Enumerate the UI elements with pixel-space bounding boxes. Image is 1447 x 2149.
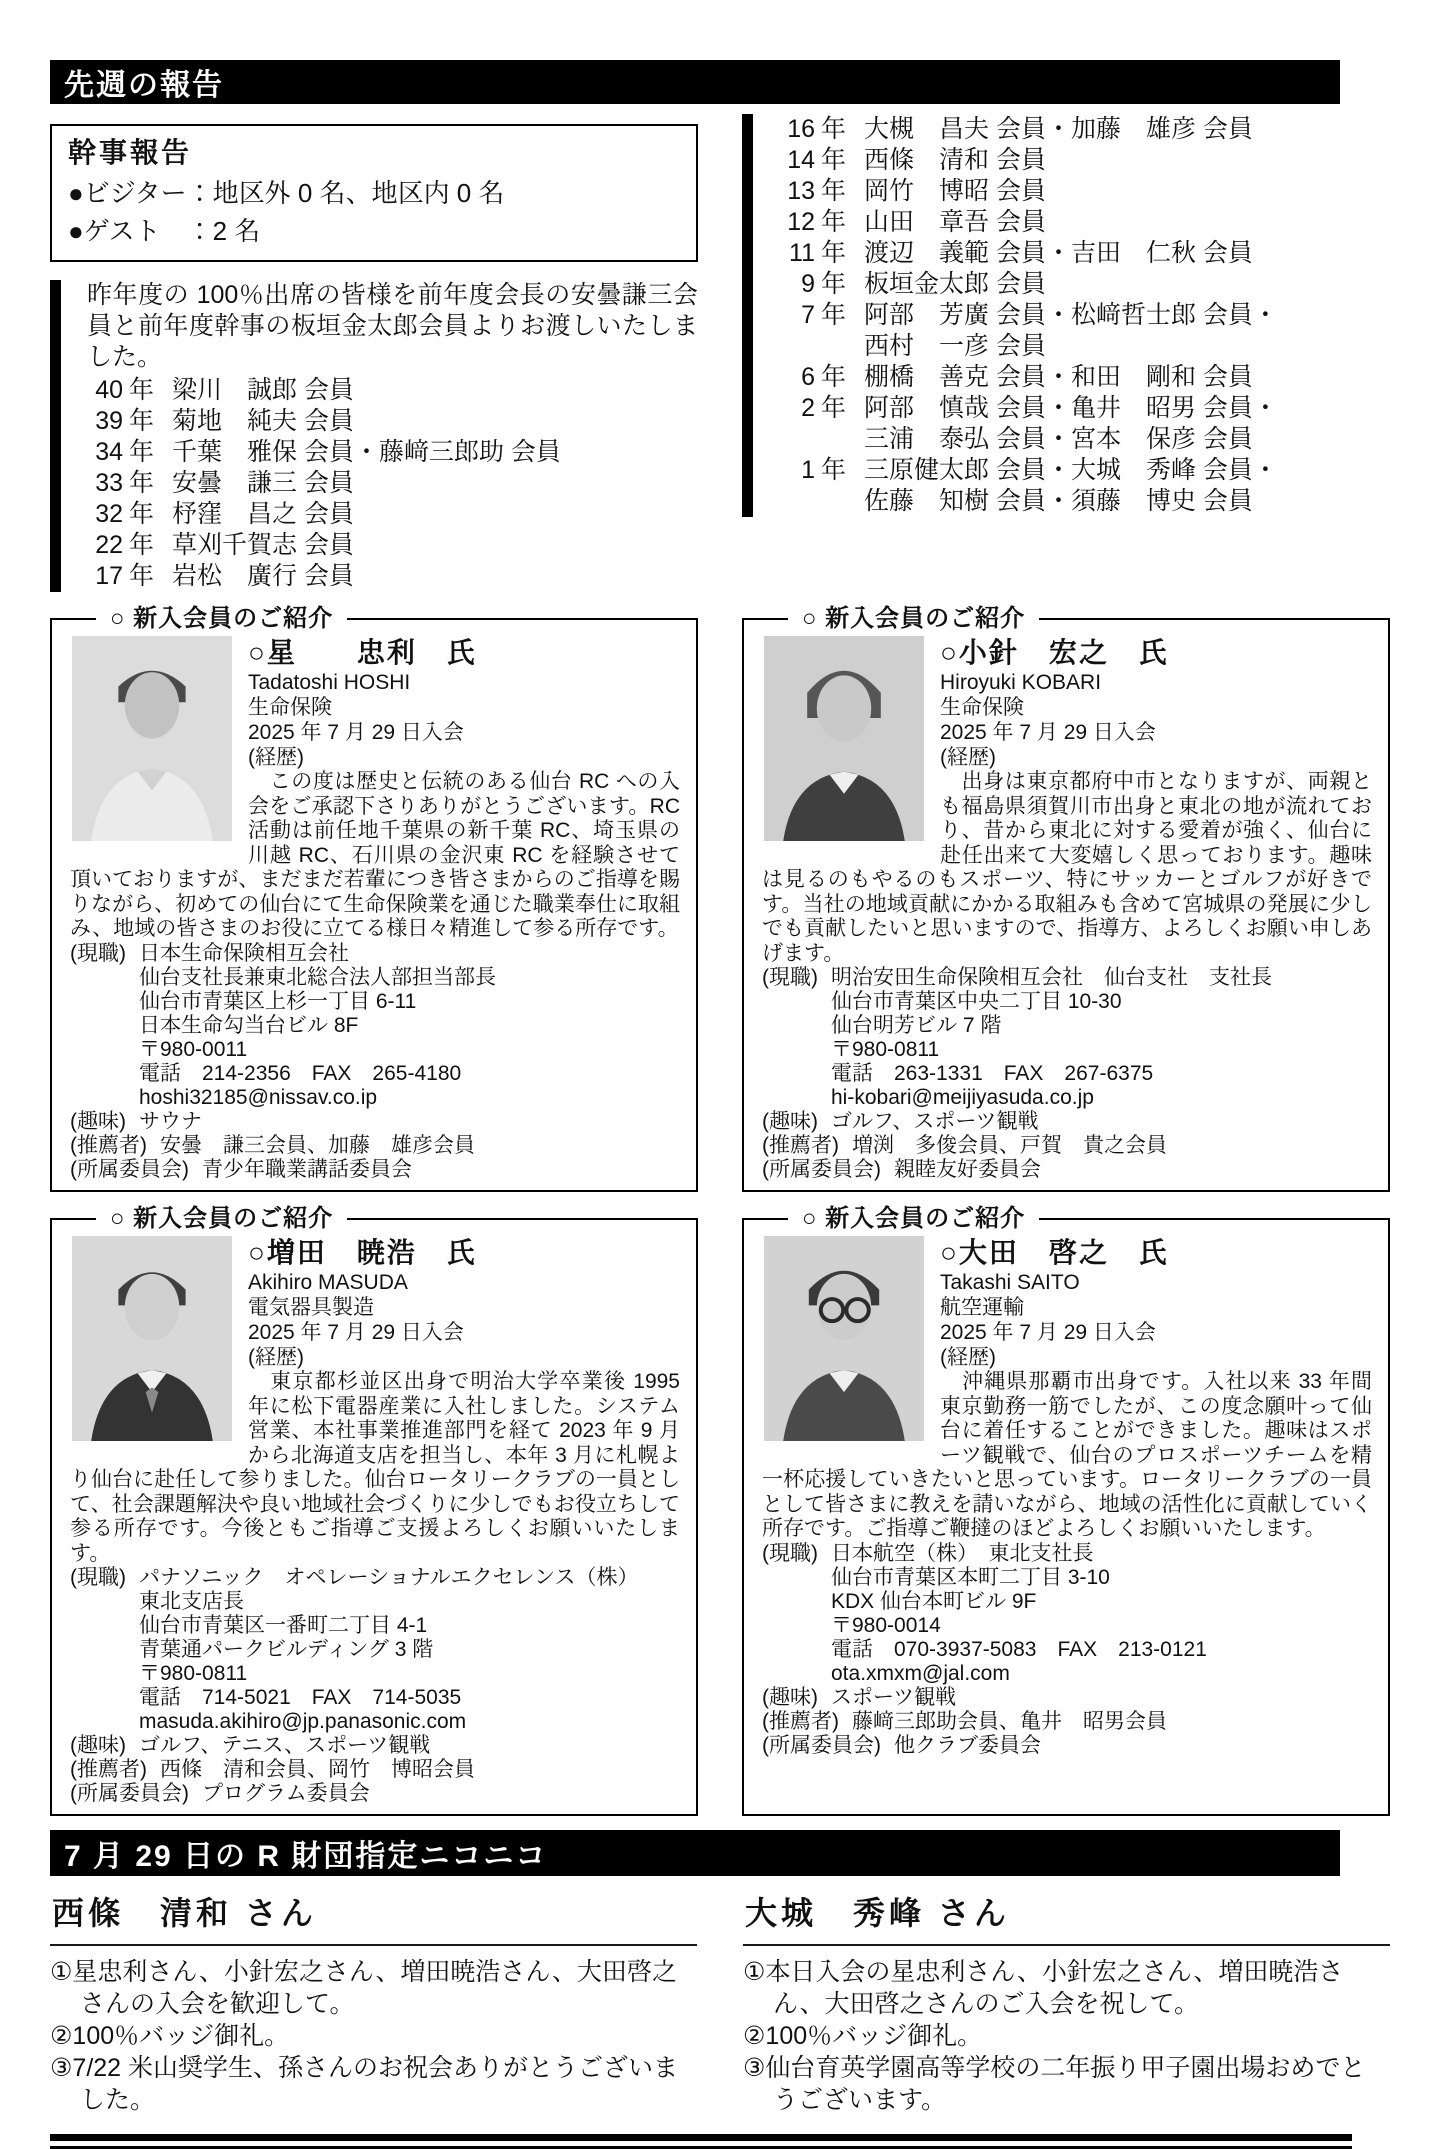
right-top-cell <box>742 114 1390 592</box>
attendance-row <box>779 300 1390 362</box>
current-position-block <box>70 942 680 1110</box>
service-years: 14 <box>787 146 815 174</box>
hobby-row <box>762 1686 1372 1710</box>
hobby-label: (趣味) <box>70 1734 126 1757</box>
year-unit: 年 <box>129 500 155 528</box>
job-label: (現職) <box>70 1566 126 1589</box>
committee-row <box>70 1158 680 1182</box>
year-unit: 年 <box>821 394 847 422</box>
hobby-label: (趣味) <box>762 1685 818 1709</box>
member-names: 岩松 廣行 会員 <box>172 562 354 590</box>
job-line: 電話 263-1331 FAX 267-6375 <box>831 1062 1154 1085</box>
attendance-row <box>87 375 698 406</box>
donation-message: ③仙台育英学園高等学校の二年振り甲子園出場おめでとうございます。 <box>743 2054 1366 2114</box>
year-unit: 年 <box>821 301 847 329</box>
current-position-block <box>762 966 1372 1110</box>
member-names: 草刈千賀志 会員 <box>172 531 354 559</box>
hobby-row <box>70 1734 680 1758</box>
attendance-row <box>87 561 698 592</box>
job-line email-line: ota.xmxm@jal.com <box>831 1661 1010 1685</box>
member-bio: この度は歴史と伝統のある仙台 RC への入会をご承認下さりありがとうございます。RC 活動は前任地千葉県の新千葉 RC、埼玉県の川越 RC、石川県の金沢東 RC を経験させて頂いておりますが、まだまだ若輩につき皆さまからのご指導を賜りながら、初めての仙台にて生命保険業を通じた職業奉仕に取組み、地域の皆さまのお役に立てる様日々精進して参る所存です。 <box>70 770 680 940</box>
visitor-count-line: ●ビジター：地区外 0 名、地区内 0 名 <box>68 178 505 208</box>
job-line: 仙台市青葉区上杉一丁目 6-11 <box>139 989 417 1013</box>
recommender-value: 西條 清和会員、岡竹 博昭会員 <box>160 1758 475 1781</box>
service-years: 12 <box>787 208 815 236</box>
donation-messages <box>743 1956 1390 2116</box>
member-names: 板垣金太郎 会員 <box>864 270 1046 298</box>
hobby-row <box>762 1110 1372 1134</box>
member-romaji: Takashi SAITO <box>940 1271 1080 1294</box>
member-names: 阿部 慎哉 会員・亀井 昭男 会員・ <box>864 394 1278 422</box>
member-classification: 航空運輸 <box>940 1296 1024 1319</box>
committee-label: (所属委員会) <box>762 1733 881 1757</box>
donation-message: ③7/22 米山奨学生、孫さんのお祝会ありがとうございました。 <box>50 2054 679 2114</box>
recommender-value: 増渕 多俊会員、戸賀 貴之会員 <box>852 1134 1167 1157</box>
job-line: 仙台明芳ビル 7 階 <box>831 1014 1002 1037</box>
year-unit: 年 <box>129 531 155 559</box>
job-line: 電話 214-2356 FAX 265-4180 <box>139 1061 462 1085</box>
section-header-last-week-report <box>50 60 1340 104</box>
member-names: 阿部 芳廣 会員・松﨑哲士郎 会員・ <box>864 301 1278 329</box>
recommender-row <box>762 1710 1372 1734</box>
career-label: (経歴) <box>248 1346 304 1369</box>
career-label: (経歴) <box>248 746 304 769</box>
member-name: ○増田 暁浩 氏 <box>248 1237 477 1268</box>
main-columns <box>50 114 1390 1816</box>
year-unit: 年 <box>821 208 847 236</box>
job-line email-line: masuda.akihiro@jp.panasonic.com <box>139 1710 467 1733</box>
job-label: (現職) <box>70 941 126 965</box>
new-member-box-hoshi <box>50 605 698 1192</box>
secretary-report-title: 幹事報告 <box>68 137 193 168</box>
job-line email-line: hoshi32185@nissav.co.ip <box>139 1085 378 1109</box>
service-years: 1 <box>801 456 815 484</box>
new-member-box-ota <box>742 1205 1390 1816</box>
member-bio: 沖縄県那覇市出身です。入社以来 33 年間東京勤務一筋でしたが、この度念願叶って仙台に着任することができました。趣味はスポーツ観戦で、仙台のプロスポーツチームを精一杯応援していきたいと思っています。ロータリークラブの一員として皆さまに教えを請いながら、地域の活性化に貢献していく所存です。ご指導ご鞭撻のほどよろしくお願いいたします。 <box>762 1370 1372 1540</box>
recommender-row <box>70 1134 680 1158</box>
attendance-row <box>87 530 698 561</box>
member-names: 三原健太郎 会員・大城 秀峰 会員・ <box>864 456 1278 484</box>
member-names: 大槻 昌夫 会員・加藤 雄彦 会員 <box>864 115 1253 143</box>
member-bio: 東京都杉並区出身で明治大学卒業後 1995 年に松下電器産業に入社しました。システム営業、本社事業推進部門を経て 2023 年 9 月から北海道支店を担当し、本年 3 月に札幌より仙台に赴任して参りました。仙台ロータリークラブの一員として、社会課題解決や良い地域社会づくりに少しでもお役立ちして参る所存です。今後ともご指導ご支援よろしくお願いいたします。 <box>70 1370 680 1565</box>
donation-message: ①本日入会の星忠利さん、小針宏之さん、増田暁浩さん、大田啓之さんのご入会を祝して。 <box>743 1958 1344 2018</box>
committee-value: プログラム委員会 <box>202 1782 370 1805</box>
year-unit: 年 <box>821 363 847 391</box>
committee-label: (所属委員会) <box>70 1157 189 1181</box>
hobby-label: (趣味) <box>762 1110 818 1133</box>
job-line: 東北支店長 <box>139 1590 244 1613</box>
service-years: 34 <box>95 438 123 466</box>
job-label: (現職) <box>762 966 818 989</box>
section-header-niconico <box>50 1830 1340 1876</box>
attendance-row <box>779 455 1390 517</box>
donor-name: 西條 清和 さん <box>50 1884 697 1946</box>
attendance-row <box>779 114 1390 145</box>
service-years: 6 <box>801 363 815 391</box>
service-years: 40 <box>95 376 123 404</box>
service-years: 9 <box>801 270 815 298</box>
attendance-award-note: 昨年度の 100％出席の皆様を前年度会長の安曇謙三会員と前年度幹事の板垣金太郎会員よりお渡しいたしました。 <box>87 281 698 371</box>
member-classification: 生命保険 <box>940 696 1024 719</box>
attendance-row <box>87 437 698 468</box>
member-names: 岡竹 博昭 会員 <box>864 177 1046 205</box>
new-member-box-kobari <box>742 605 1390 1192</box>
member-portrait <box>72 1236 232 1441</box>
section-title: 先週の報告 <box>64 69 224 102</box>
recommender-row <box>70 1758 680 1782</box>
service-years: 16 <box>787 115 815 143</box>
current-position-block <box>70 1566 680 1734</box>
job-line: 〒980-0811 <box>139 1662 248 1685</box>
attendance-row <box>779 393 1390 455</box>
new-member-box-heading: ○ 新入会員のご紹介 <box>96 605 347 633</box>
year-unit: 年 <box>821 115 847 143</box>
member-name: ○星 忠利 氏 <box>248 637 477 668</box>
attendance-row <box>779 145 1390 176</box>
hobby-value: スポーツ観戦 <box>831 1685 957 1709</box>
recommender-value: 安曇 謙三会員、加藤 雄彦会員 <box>160 1133 475 1157</box>
member-join-date: 2025 年 7 月 29 日入会 <box>940 721 1156 744</box>
hobby-value: サウナ <box>139 1109 202 1133</box>
service-years: 22 <box>95 531 123 559</box>
committee-label: (所属委員会) <box>762 1158 881 1181</box>
donor-name: 大城 秀峰 さん <box>743 1884 1390 1946</box>
service-years: 7 <box>801 301 815 329</box>
job-line: 仙台市青葉区一番町二丁目 4-1 <box>139 1614 428 1637</box>
job-line: 仙台市青葉区本町二丁目 3-10 <box>831 1565 1110 1589</box>
attendance-award-block-left <box>50 280 698 592</box>
committee-row <box>70 1782 680 1806</box>
attendance-row <box>779 362 1390 393</box>
member-portrait <box>764 636 924 841</box>
recommender-label: (推薦者) <box>762 1709 839 1733</box>
job-line: 青葉通パークビルディング 3 階 <box>139 1638 434 1661</box>
year-unit: 年 <box>821 239 847 267</box>
career-label: (経歴) <box>940 746 996 769</box>
member-name: ○小針 宏之 氏 <box>940 637 1169 668</box>
recommender-row <box>762 1134 1372 1158</box>
career-label: (経歴) <box>940 1346 996 1369</box>
job-line: 日本航空（株） 東北支社長 <box>831 1541 1094 1565</box>
donation-message: ②100％バッジ御礼。 <box>743 2022 983 2050</box>
member-classification: 電気器具製造 <box>248 1296 374 1319</box>
donation-message: ①星忠利さん、小針宏之さん、増田暁浩さん、大田啓之さんの入会を歓迎して。 <box>50 1958 677 2018</box>
attendance-row <box>87 499 698 530</box>
member-romaji: Hiroyuki KOBARI <box>940 671 1102 694</box>
new-member-box-heading: ○ 新入会員のご紹介 <box>788 605 1039 633</box>
member-romaji: Tadatoshi HOSHI <box>248 671 411 694</box>
year-unit: 年 <box>129 438 155 466</box>
recommender-label: (推薦者) <box>762 1134 839 1157</box>
hobby-value: ゴルフ、テニス、スポーツ観戦 <box>139 1734 431 1757</box>
service-years: 13 <box>787 177 815 205</box>
service-years: 33 <box>95 469 123 497</box>
year-unit: 年 <box>821 146 847 174</box>
job-line: 電話 070-3937-5083 FAX 213-0121 <box>831 1637 1207 1661</box>
member-names: 渡辺 義範 会員・吉田 仁秋 会員 <box>864 239 1253 267</box>
year-unit: 年 <box>821 270 847 298</box>
year-unit: 年 <box>129 376 155 404</box>
job-line: 〒980-0811 <box>831 1038 940 1061</box>
member-names: 山田 章吾 会員 <box>864 208 1046 236</box>
committee-value: 青少年職業講話委員会 <box>202 1157 412 1181</box>
job-line: 仙台市青葉区中央二丁目 10-30 <box>831 990 1122 1013</box>
year-unit: 年 <box>129 407 155 435</box>
attendance-row <box>779 238 1390 269</box>
attendance-row <box>779 269 1390 300</box>
recommender-label: (推薦者) <box>70 1133 147 1157</box>
service-years: 39 <box>95 407 123 435</box>
attendance-row <box>87 468 698 499</box>
member-portrait <box>72 636 232 841</box>
attendance-row <box>779 176 1390 207</box>
committee-label: (所属委員会) <box>70 1782 189 1805</box>
job-line: 明治安田生命保険相互会社 仙台支社 支社長 <box>831 966 1272 989</box>
hobby-row <box>70 1110 680 1134</box>
member-names: 千葉 雅保 会員・藤﨑三郎助 会員 <box>172 438 561 466</box>
donation-messages <box>50 1956 697 2116</box>
bottom-double-rule <box>50 2134 1352 2149</box>
new-member-box-masuda <box>50 1205 698 1816</box>
member-romaji: Akihiro MASUDA <box>248 1271 408 1294</box>
niconico-entry-saijo <box>50 1884 697 2116</box>
year-unit: 年 <box>821 177 847 205</box>
job-line: 仙台支社長兼東北総合法人部担当部長 <box>139 965 496 989</box>
left-top-cell <box>50 114 698 592</box>
committee-value: 親睦友好委員会 <box>894 1158 1041 1181</box>
hobby-label: (趣味) <box>70 1109 126 1133</box>
member-join-date: 2025 年 7 月 29 日入会 <box>248 721 464 744</box>
member-bio: 出身は東京都府中市となりますが、両親とも福島県須賀川市出身と東北の地が流れており、昔から東北に対する愛着が強く、仙台に赴任出来て大変嬉しく思っております。趣味は見るのもやるのもスポーツ、特にサッカーとゴルフが好きです。当社の地域貢献にかかる取組みも含めて宮城県の発展に少しでも貢献したいと思いますので、指導方、よろしくお願い申しあげます。 <box>762 770 1372 965</box>
year-unit: 年 <box>821 456 847 484</box>
recommender-value: 藤﨑三郎助会員、亀井 昭男会員 <box>852 1709 1167 1733</box>
niconico-columns <box>50 1884 1390 2116</box>
job-line: パナソニック オペレーショナルエクセレンス（株） <box>139 1566 639 1589</box>
recommender-label: (推薦者) <box>70 1758 147 1781</box>
member-names: 梁川 誠郎 会員 <box>172 376 354 404</box>
year-unit: 年 <box>129 562 155 590</box>
secretary-report-box <box>50 124 698 262</box>
member-names: 杼窪 昌之 会員 <box>172 500 354 528</box>
member-names: 菊地 純夫 会員 <box>172 407 354 435</box>
member-classification: 生命保険 <box>248 696 332 719</box>
service-years: 17 <box>95 562 123 590</box>
service-years: 32 <box>95 500 123 528</box>
member-names: 西條 清和 会員 <box>864 146 1046 174</box>
attendance-row <box>87 406 698 437</box>
service-years: 2 <box>801 394 815 422</box>
job-line: 電話 714-5021 FAX 714-5035 <box>139 1686 462 1709</box>
job-line: 日本生命保険相互会社 <box>139 941 349 965</box>
niconico-title: 7 月 29 日の R 財団指定ニコニコ <box>64 1840 548 1873</box>
member-names: 安曇 謙三 会員 <box>172 469 354 497</box>
job-line: 〒980-0011 <box>139 1037 248 1061</box>
member-join-date: 2025 年 7 月 29 日入会 <box>248 1321 464 1344</box>
current-position-block <box>762 1542 1372 1686</box>
job-line: 〒980-0014 <box>831 1613 941 1637</box>
niconico-entry-oshiro <box>743 1884 1390 2116</box>
job-line: 日本生命勾当台ビル 8F <box>139 1013 359 1037</box>
member-names: 佐藤 知樹 会員・須藤 博史 会員 <box>864 487 1253 515</box>
member-join-date: 2025 年 7 月 29 日入会 <box>940 1321 1156 1344</box>
hobby-value: ゴルフ、スポーツ観戦 <box>831 1110 1039 1133</box>
job-line email-line: hi-kobari@meijiyasuda.co.jp <box>831 1086 1094 1109</box>
member-names: 棚橋 善克 会員・和田 剛和 会員 <box>864 363 1253 391</box>
service-years: 11 <box>789 239 815 267</box>
new-member-box-heading: ○ 新入会員のご紹介 <box>96 1205 347 1233</box>
donation-message: ②100％バッジ御礼。 <box>50 2022 290 2050</box>
new-member-box-heading: ○ 新入会員のご紹介 <box>788 1205 1039 1233</box>
job-label: (現職) <box>762 1541 818 1565</box>
attendance-award-block-right <box>742 114 1390 517</box>
job-line: KDX 仙台本町ビル 9F <box>831 1589 1037 1613</box>
member-names: 西村 一彦 会員 <box>864 332 1046 360</box>
attendance-row <box>779 207 1390 238</box>
committee-row <box>762 1158 1372 1182</box>
member-portrait <box>764 1236 924 1441</box>
year-unit: 年 <box>129 469 155 497</box>
member-names: 三浦 泰弘 会員・宮本 保彦 会員 <box>864 425 1253 453</box>
committee-value: 他クラブ委員会 <box>894 1733 1041 1757</box>
committee-row <box>762 1734 1372 1758</box>
member-name: ○大田 啓之 氏 <box>940 1237 1169 1268</box>
guest-count-line: ●ゲスト ：2 名 <box>68 216 261 246</box>
